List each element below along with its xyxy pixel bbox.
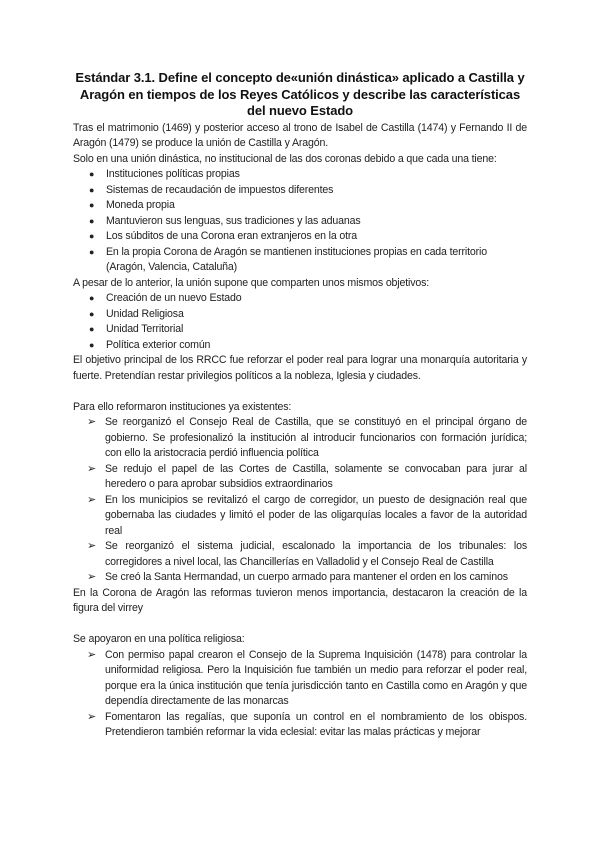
- list-item: ● Política exterior común: [73, 338, 527, 354]
- religiosa-paragraph: Se apoyaron en una política religiosa:: [73, 633, 245, 645]
- list-item: ➢ Se redujo el papel de las Cortes de Castilla, solamente se convocaban para jurar al heredero o para aprobar subsidios extraordinarios: [87, 462, 527, 490]
- bullet-icon: ●: [89, 200, 95, 210]
- reformas-list: [73, 415, 527, 586]
- objetivo-principal-paragraph: El objetivo principal de los RRCC fue reforzar el poder real para lograr una monarquía autoritaria y fuerte. Pretendían restar privilegios políticos a la nobleza, Iglesia y ciudades.: [73, 354, 527, 382]
- objetivos-paragraph: A pesar de lo anterior, la unión supone que comparten unos mismos objetivos:: [73, 276, 430, 289]
- list-item: ➢ En los municipios se revitalizó el cargo de corregidor, un puesto de designación real que gobernaba las ciudades y limitó el poder de las oligarquías locales a favor de la autoridad real: [87, 493, 527, 537]
- list-item: ➢ Fomentaron las regalías, que suponía un control en el nombramiento de los obispos. Pretendieron también reformar la vida eclesial: evitar las malas prácticas y mejorar: [87, 710, 527, 738]
- list-item: ● Creación de un nuevo Estado: [73, 291, 527, 307]
- religiosa-list: [73, 648, 527, 741]
- list-item: ➢ Se reorganizó el sistema judicial, escalonado la importancia de los tribunales: los corregidores a nivel local, las Chancillerías en Valladolid y el Consejo Real de Castilla: [87, 540, 527, 568]
- bullet-icon: ●: [89, 169, 95, 179]
- arrow-bullet-icon: ➢: [87, 462, 97, 475]
- arrow-bullet-icon: ➢: [87, 416, 97, 428]
- objetivos-list: [73, 291, 527, 353]
- document-page: [73, 70, 527, 741]
- arrow-bullet-icon: ➢: [87, 648, 97, 661]
- list-item: ➢ Con permiso papal crearon el Consejo de la Suprema Inquisición (1478) para controlar la uniformidad religiosa. Pero la Inquisición fue también un medio para reforzar el poder real, porque era la única institución que tenía jurisdicción tanto en Castilla como en Aragón y que dependía directamente de las monarcas: [87, 648, 527, 707]
- document-title: Estándar 3.1. Define el concepto de«unión dinástica» aplicado a Castilla y Aragón en tiempos de los Reyes Católicos y describe las características del nuevo Estado: [75, 70, 525, 118]
- arrow-bullet-icon: ➢: [87, 493, 97, 506]
- aragon-paragraph: En la Corona de Aragón las reformas tuvieron menos importancia, destacaron la creación de la figura del virrey: [73, 586, 527, 614]
- list-item: ● Los súbditos de una Corona eran extranjeros en la otra: [73, 229, 527, 245]
- list-item: ➢ Se creó la Santa Hermandad, un cuerpo armado para mantener el orden en los caminos: [73, 570, 527, 586]
- list-item: ● Mantuvieron sus lenguas, sus tradiciones y las aduanas: [73, 214, 527, 230]
- list-item: ● Unidad Religiosa: [73, 307, 527, 323]
- arrow-bullet-icon: ➢: [87, 540, 97, 552]
- list-item: ● En la propia Corona de Aragón se mantienen instituciones propias en cada territorio (Aragón, Valencia, Cataluña): [89, 245, 487, 273]
- bullet-icon: ●: [89, 339, 95, 350]
- list-item: ● Instituciones políticas propias: [73, 167, 527, 183]
- union-paragraph: Solo en una unión dinástica, no institucional de las dos coronas debido a que cada una tiene:: [73, 152, 497, 165]
- bullet-icon: ●: [89, 246, 95, 257]
- reformas-paragraph: Para ello reformaron instituciones ya existentes:: [73, 400, 292, 413]
- bullet-icon: ●: [89, 215, 95, 226]
- arrow-bullet-icon: ➢: [87, 571, 97, 583]
- bullet-icon: ●: [89, 308, 95, 319]
- list-item: ● Unidad Territorial: [73, 322, 527, 338]
- union-list: [73, 167, 527, 276]
- bullet-icon: ●: [89, 231, 95, 241]
- bullet-icon: ●: [89, 324, 95, 334]
- intro-paragraph: Tras el matrimonio (1469) y posterior acceso al trono de Isabel de Castilla (1474) y Fernando II de Aragón (1479) se produce la unión de Castilla y Aragón.: [73, 121, 527, 149]
- list-item: ● Sistemas de recaudación de impuestos diferentes: [73, 183, 527, 199]
- bullet-icon: ●: [89, 293, 95, 303]
- arrow-bullet-icon: ➢: [87, 710, 97, 723]
- list-item: ➢ Se reorganizó el Consejo Real de Castilla, que se constituyó en el principal órgano de gobierno. Se profesionalizó la institución al introducir funcionarios con formación jurídica; con ello la aristocracia perdió influencia política: [87, 416, 527, 459]
- list-item: ● Moneda propia: [73, 198, 527, 214]
- bullet-icon: ●: [89, 184, 95, 195]
